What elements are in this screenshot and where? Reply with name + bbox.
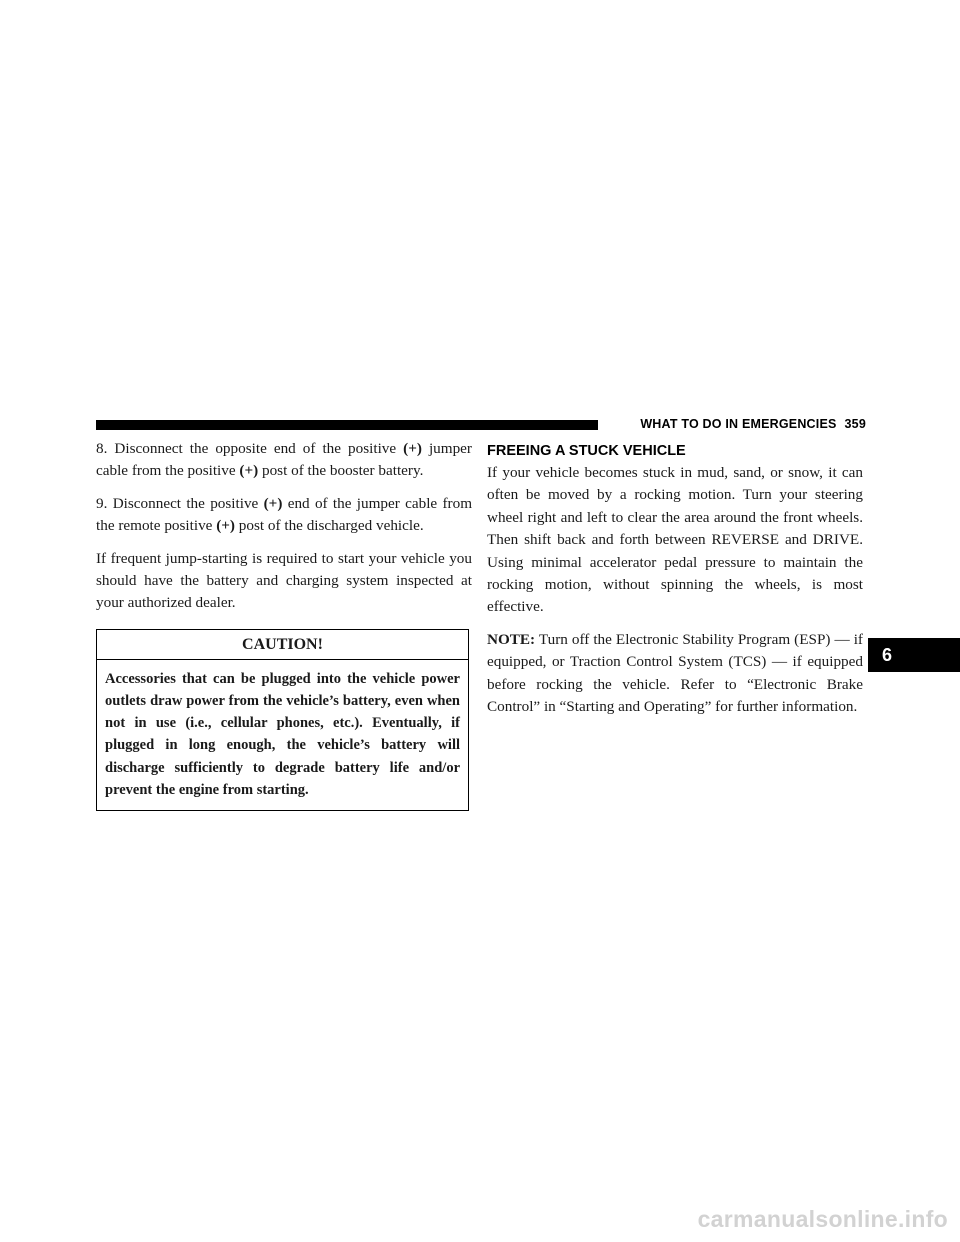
- section-title: WHAT TO DO IN EMERGENCIES: [640, 417, 837, 431]
- positive-symbol: (+): [403, 440, 422, 457]
- stuck-vehicle-paragraph: If your vehicle becomes stuck in mud, sand, or snow, it can often be moved by a rocking motion. Turn your steering wheel right and left to clear the area around the front wheels. Then shift back and forth between REVERSE and DRIVE. Using minimal accelerator pedal pressure to maintain the rocking motion, without spinning the wheels, is most effective.: [487, 464, 863, 616]
- section-heading: FREEING A STUCK VEHICLE: [487, 443, 686, 459]
- page-number: 359: [844, 417, 866, 431]
- header-rule: [96, 420, 598, 430]
- running-header: [608, 417, 866, 435]
- watermark-logo: carmanualsonline.info: [697, 1206, 948, 1232]
- positive-symbol: (+): [216, 517, 235, 535]
- caution-body: Accessories that can be plugged into the vehicle power outlets draw power from the vehicle’s battery, even when not in use (i.e., cellular phones, etc.). Eventually, if plugged in long enough, the vehicle’s battery will discharge sufficiently to degrade battery life and/or prevent the engine from starting.: [105, 670, 460, 798]
- right-column: [487, 438, 863, 728]
- jump-start-paragraph: If frequent jump-starting is required to start your vehicle you should have the battery and charging system inspected at your authorized dealer.: [96, 549, 472, 612]
- step-8-paragraph: 8. Disconnect the opposite end of the positive (+) jumper cable from the positive (+) post of the booster battery.: [96, 440, 472, 480]
- note-paragraph: NOTE: Turn off the Electronic Stability Program (ESP) — if equipped, or Traction Control System (TCS) — if equipped before rocking the vehicle. Refer to “Electronic Brake Control” in “Starting and Operating” for further information.: [487, 630, 863, 716]
- caution-box: [96, 629, 469, 811]
- note-label: NOTE:: [487, 630, 536, 648]
- positive-symbol: (+): [263, 494, 283, 512]
- chapter-tab: 6: [868, 638, 960, 672]
- caution-title: CAUTION!: [97, 630, 468, 660]
- left-column: [96, 438, 472, 811]
- positive-symbol: (+): [239, 462, 259, 480]
- step-9-paragraph: 9. Disconnect the positive (+) end of the jumper cable from the remote positive (+) post of the discharged vehicle.: [96, 494, 473, 535]
